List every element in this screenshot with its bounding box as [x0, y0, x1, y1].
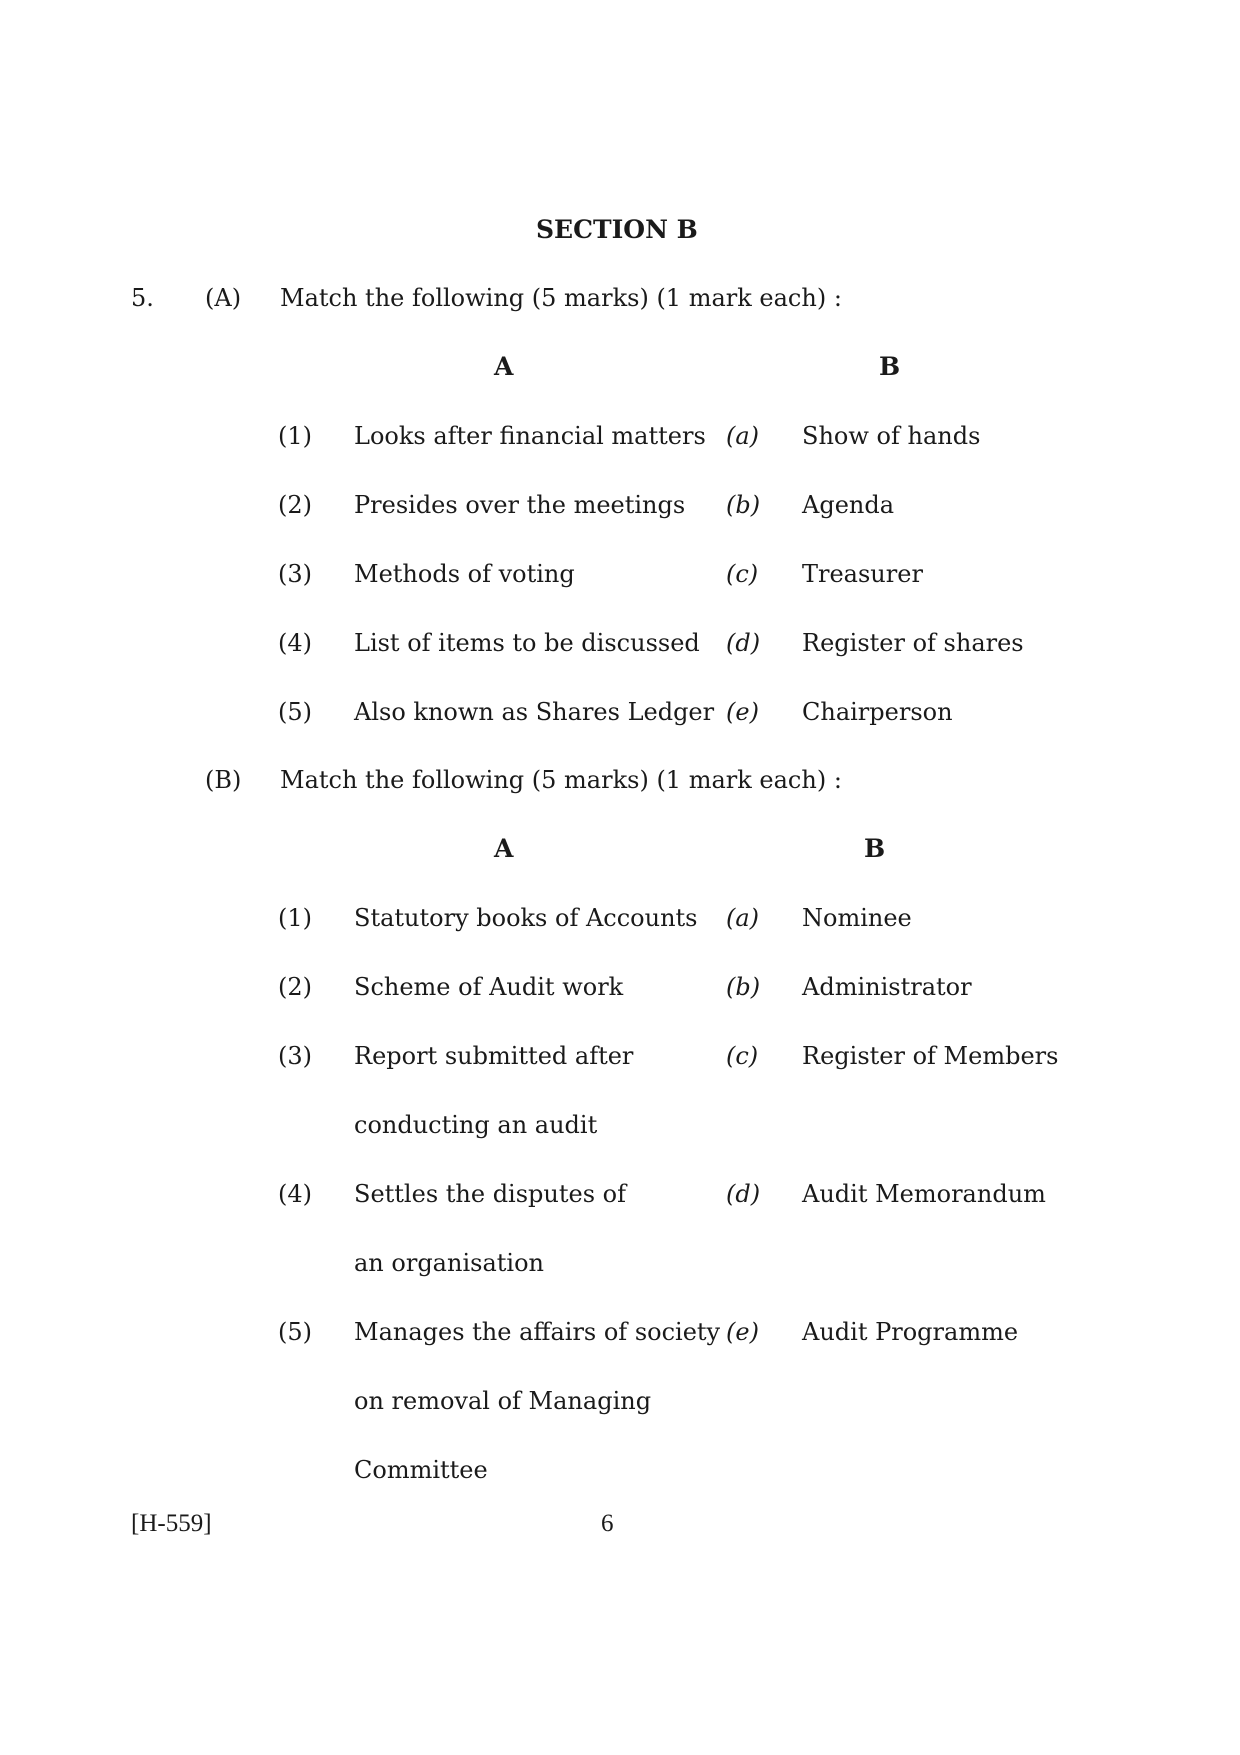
paper-code: [H-559]	[131, 1510, 212, 1537]
column-a-text: Settles the disputes of	[354, 1180, 626, 1208]
column-b-text: Register of shares	[802, 629, 1024, 657]
column-a-text: Statutory books of Accounts	[354, 904, 698, 932]
row-number: (5)	[278, 1318, 312, 1346]
row-letter: (e)	[726, 1318, 759, 1346]
part-label: (A)	[205, 284, 242, 312]
column-a-text: Presides over the meetings	[354, 491, 686, 519]
column-b-text: Agenda	[802, 491, 895, 519]
row-number: (2)	[278, 491, 312, 519]
row-number: (4)	[278, 1180, 312, 1208]
column-b-header: B	[879, 352, 901, 381]
column-b-text: Treasurer	[802, 560, 923, 588]
part-label: (B)	[205, 766, 242, 794]
row-number: (3)	[278, 560, 312, 588]
column-b-text: Show of hands	[802, 422, 981, 450]
column-b-text: Administrator	[802, 973, 972, 1001]
section-title: SECTION B	[536, 215, 698, 244]
row-letter: (d)	[726, 1180, 761, 1208]
row-number: (1)	[278, 422, 312, 450]
part-instruction: Match the following (5 marks) (1 mark each) :	[280, 766, 842, 794]
row-letter: (c)	[726, 560, 759, 588]
column-a-text: List of items to be discussed	[354, 629, 700, 657]
column-b-text: Audit Programme	[802, 1318, 1019, 1346]
column-b-text: Audit Memorandum	[802, 1180, 1046, 1208]
row-number: (3)	[278, 1042, 312, 1070]
column-a-header: A	[494, 352, 514, 381]
column-a-header: A	[494, 834, 514, 863]
part-instruction: Match the following (5 marks) (1 mark each) :	[280, 284, 842, 312]
row-letter: (b)	[726, 491, 761, 519]
column-b-text: Chairperson	[802, 698, 953, 726]
row-letter: (a)	[726, 422, 760, 450]
question-number: 5.	[131, 284, 154, 312]
row-letter: (d)	[726, 629, 761, 657]
column-a-text: Also known as Shares Ledger	[354, 698, 715, 726]
row-number: (2)	[278, 973, 312, 1001]
column-a-text-continued: Committee	[354, 1456, 488, 1484]
row-number: (1)	[278, 904, 312, 932]
column-a-text-continued: an organisation	[354, 1249, 544, 1277]
column-a-text: Scheme of Audit work	[354, 973, 624, 1001]
column-a-text-continued: on removal of Managing	[354, 1387, 652, 1415]
column-a-text: Methods of voting	[354, 560, 575, 588]
row-letter: (e)	[726, 698, 759, 726]
row-number: (5)	[278, 698, 312, 726]
column-a-text: Report submitted after	[354, 1042, 634, 1070]
column-b-header: B	[864, 834, 886, 863]
column-a-text-continued: conducting an audit	[354, 1111, 598, 1139]
row-letter: (b)	[726, 973, 761, 1001]
row-number: (4)	[278, 629, 312, 657]
page-number: 6	[601, 1510, 614, 1537]
column-b-text: Nominee	[802, 904, 912, 932]
row-letter: (a)	[726, 904, 760, 932]
column-a-text: Manages the affairs of society	[354, 1318, 721, 1346]
column-b-text: Register of Members	[802, 1042, 1059, 1070]
row-letter: (c)	[726, 1042, 759, 1070]
column-a-text: Looks after financial matters	[354, 422, 706, 450]
